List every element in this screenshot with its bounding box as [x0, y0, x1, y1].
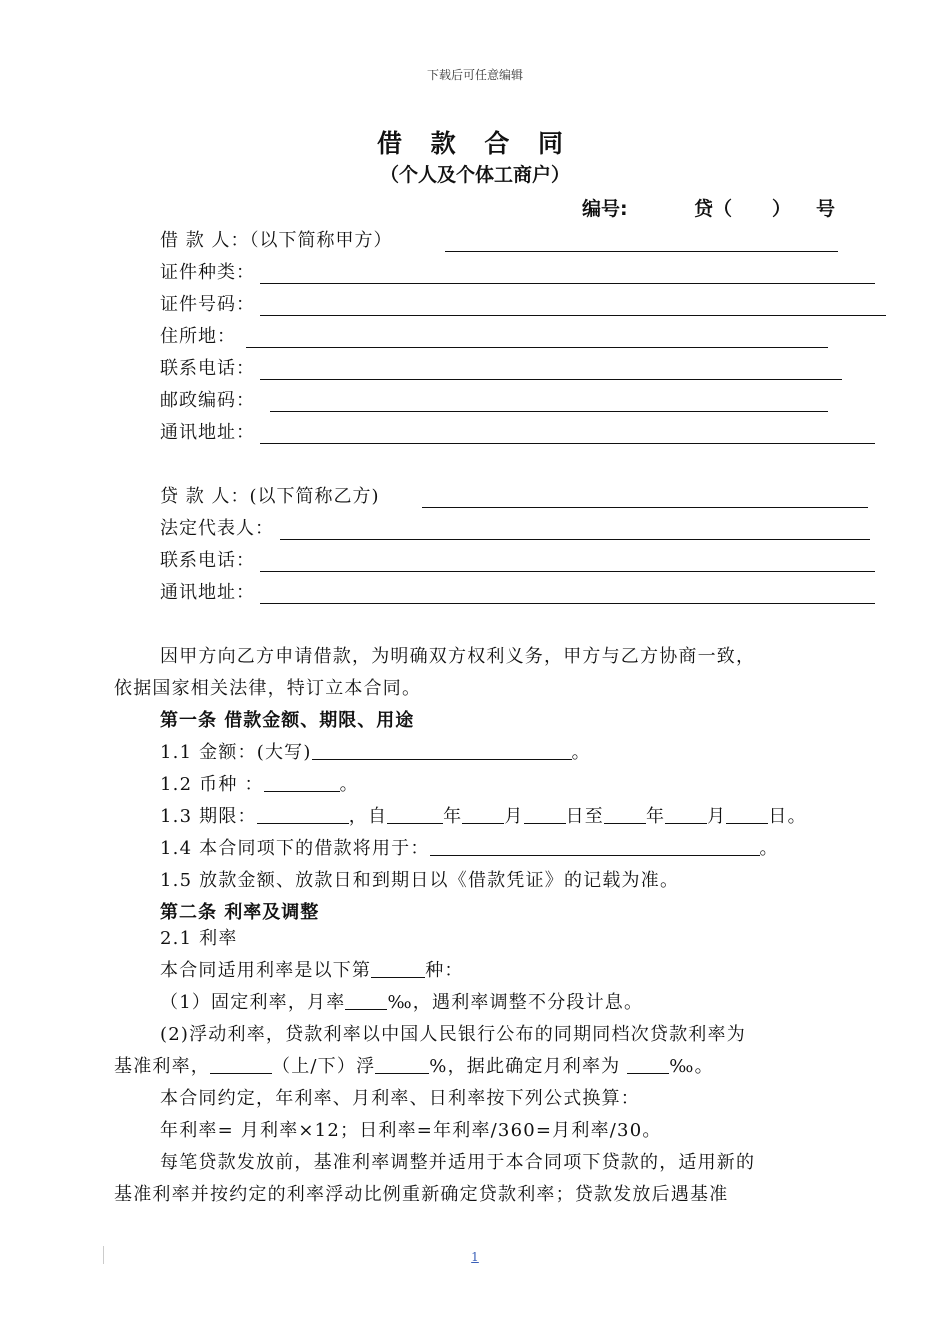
article1-currency: [160, 770, 359, 796]
article1-term: [160, 802, 807, 828]
term-blank[interactable]: [257, 805, 349, 824]
borrower-name-line[interactable]: [445, 251, 838, 252]
float-percent-label: %，据此确定月利率为: [429, 1056, 628, 1077]
contract-title: 借 款 合 同: [376, 129, 574, 158]
contract-number-close: ）: [772, 198, 792, 220]
rate-choice-suffix: 种：: [425, 960, 464, 981]
rate-choice: [160, 956, 464, 982]
conversion-intro: 本合同约定，年利率、月利率、日利率按下列公式换算：: [160, 1088, 640, 1109]
purpose-label: 1.4 本合同项下的借款将用于：: [160, 838, 430, 859]
lender-name-line[interactable]: [422, 507, 868, 508]
borrower-postcode-line[interactable]: [270, 411, 828, 412]
article2-subheading: 2.1 利率: [160, 928, 238, 949]
term-label: 1.3 期限：: [160, 806, 257, 827]
borrower-postcode-label: 邮政编码：: [160, 390, 255, 411]
float-direction-blank[interactable]: [210, 1055, 272, 1074]
amount-blank[interactable]: [312, 741, 572, 760]
borrower-id-number-line[interactable]: [260, 315, 886, 316]
borrower-name-label: 借 款 人：（以下简称甲方）: [160, 230, 393, 251]
adjustment-line-1: 每笔贷款发放前，基准利率调整并适用于本合同项下贷款的，适用新的: [160, 1152, 756, 1173]
lender-mail-address-label: 通讯地址：: [160, 582, 255, 603]
end-year-unit: 年: [645, 806, 666, 827]
term-from: ，自: [348, 806, 388, 827]
float-rate-line-1: (2)浮动利率，贷款利率以中国人民银行公布的同期同档次贷款利率为: [160, 1024, 746, 1045]
base-rate-label: 基准利率，: [114, 1056, 210, 1077]
borrower-mail-address-label: 通讯地址：: [160, 422, 255, 443]
purpose-blank[interactable]: [430, 837, 760, 856]
borrower-address-label: 住所地：: [160, 326, 236, 347]
monthly-rate-blank[interactable]: [627, 1055, 669, 1074]
fixed-rate-blank[interactable]: [345, 991, 387, 1010]
end-day-blank[interactable]: [726, 805, 768, 824]
lender-phone-field[interactable]: [160, 546, 880, 576]
end-month-blank[interactable]: [665, 805, 707, 824]
adjustment-line-2: 基准利率并按约定的利率浮动比例重新确定贷款利率；贷款发放后遇基准: [114, 1184, 729, 1205]
lender-name-field[interactable]: [160, 482, 880, 512]
borrower-id-number-field[interactable]: [160, 290, 890, 320]
end-day-unit: 日。: [768, 806, 807, 827]
intro-line-2: 依据国家相关法律，特订立本合同。: [114, 678, 422, 699]
header-note: 下载后可任意编辑: [426, 68, 523, 82]
float-direction-label: （上/下）浮: [272, 1056, 376, 1077]
borrower-postcode-field[interactable]: [160, 386, 840, 416]
borrower-phone-line[interactable]: [260, 379, 842, 380]
contract-number-suffix: 号: [816, 198, 836, 220]
borrower-phone-field[interactable]: [160, 354, 850, 384]
contract-number-loan: 贷（: [694, 198, 733, 220]
article1-heading: 第一条 借款金额、期限、用途: [160, 710, 415, 731]
lender-phone-line[interactable]: [260, 571, 875, 572]
rate-choice-label: 本合同适用利率是以下第: [160, 960, 372, 981]
start-day-blank[interactable]: [524, 805, 566, 824]
intro-line-1: 因甲方向乙方申请借款，为明确双方权利义务，甲方与乙方协商一致，: [160, 646, 756, 667]
currency-blank[interactable]: [264, 773, 340, 792]
lender-mail-address-field[interactable]: [160, 578, 880, 608]
fixed-rate-label: （1）固定利率，月率: [160, 992, 346, 1013]
float-rate-line-2: [114, 1052, 714, 1078]
end-month-unit: 月: [707, 806, 727, 827]
amount-suffix: 。: [571, 742, 591, 763]
start-month-unit: 月: [504, 806, 524, 827]
start-month-blank[interactable]: [462, 805, 504, 824]
contract-number-label: 编号:: [582, 198, 628, 220]
float-percent-blank[interactable]: [375, 1055, 429, 1074]
purpose-suffix: 。: [759, 838, 779, 859]
page-number[interactable]: 1: [471, 1250, 479, 1264]
article2-heading: 第二条 利率及调整: [160, 902, 320, 923]
start-day-to: 日至: [565, 806, 604, 827]
lender-legal-rep-field[interactable]: [160, 514, 880, 544]
currency-suffix: 。: [339, 774, 359, 795]
contract-subtitle: （个人及个体工商户）: [379, 164, 570, 186]
rate-choice-blank[interactable]: [371, 959, 425, 978]
lender-mail-address-line[interactable]: [260, 603, 875, 604]
article1-amount: [160, 738, 591, 764]
article1-disbursement: 1.5 放款金额、放款日和到期日以《借款凭证》的记载为准。: [160, 870, 680, 891]
conversion-formula: 年利率= 月利率×12；日利率=年利率/360=月利率/30。: [160, 1120, 662, 1141]
borrower-mail-address-field[interactable]: [160, 418, 880, 448]
borrower-id-number-label: 证件号码：: [160, 294, 255, 315]
currency-label: 1.2 币种 ：: [160, 774, 264, 795]
borrower-phone-label: 联系电话：: [160, 358, 255, 379]
article1-purpose: [160, 834, 779, 860]
fixed-rate: [160, 988, 643, 1014]
start-year-unit: 年: [443, 806, 463, 827]
borrower-name-field[interactable]: [160, 226, 860, 256]
borrower-id-type-label: 证件种类：: [160, 262, 255, 283]
borrower-address-line[interactable]: [246, 347, 828, 348]
amount-label: 1.1 金额：(大写): [160, 742, 312, 763]
borrower-id-type-line[interactable]: [260, 283, 875, 284]
lender-legal-rep-line[interactable]: [280, 539, 870, 540]
borrower-id-type-field[interactable]: [160, 258, 880, 288]
lender-phone-label: 联系电话：: [160, 550, 255, 571]
start-year-blank[interactable]: [387, 805, 443, 824]
lender-legal-rep-label: 法定代表人：: [160, 518, 274, 539]
monthly-rate-suffix: ‰。: [669, 1056, 714, 1077]
fixed-rate-suffix: ‰，遇利率调整不分段计息。: [387, 992, 644, 1013]
borrower-address-field[interactable]: [160, 322, 840, 352]
end-year-blank[interactable]: [604, 805, 646, 824]
borrower-mail-address-line[interactable]: [260, 443, 875, 444]
lender-name-label: 贷 款 人：(以下简称乙方): [160, 486, 380, 507]
